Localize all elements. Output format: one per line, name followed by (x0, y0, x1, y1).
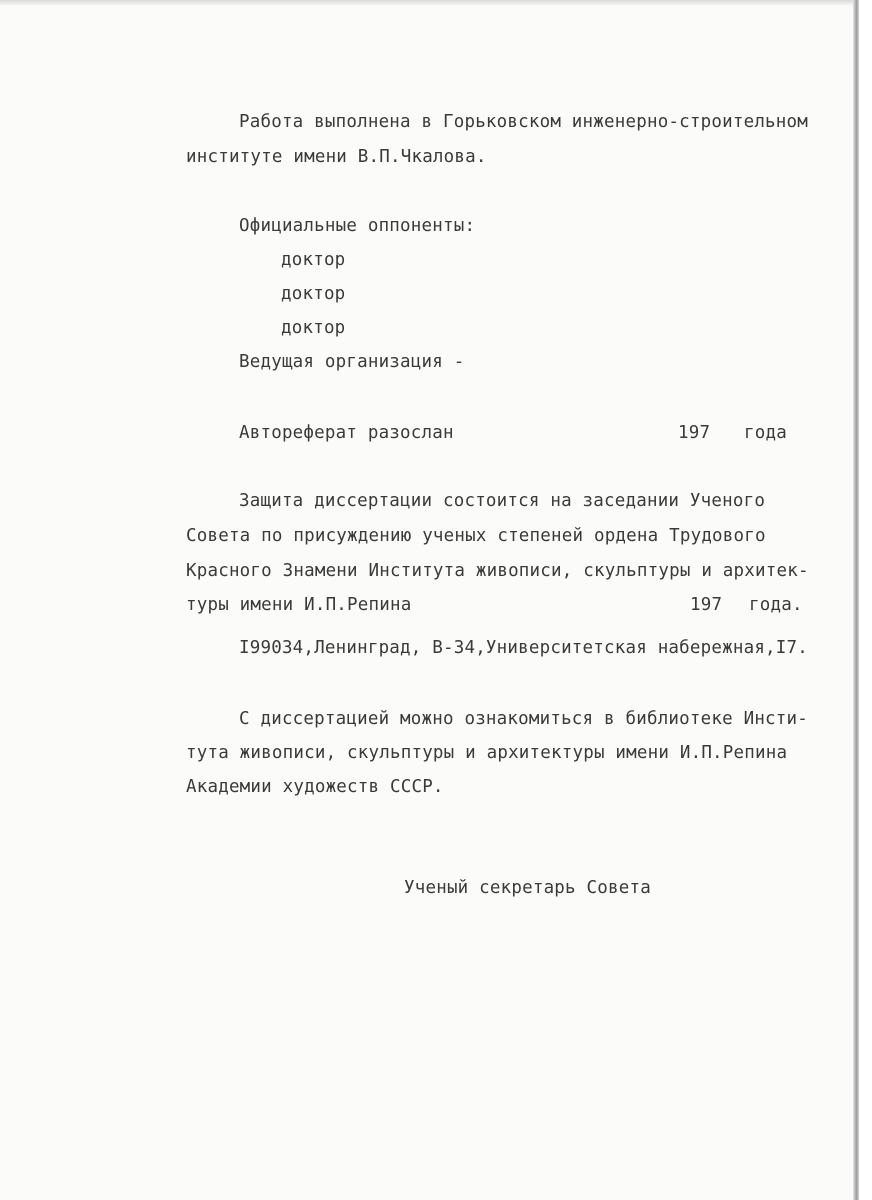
library-line-1: С диссертацией можно ознакомиться в библиотеке Инсти- (239, 709, 809, 729)
opponent-doctor-2: доктор (281, 284, 346, 304)
defense-line-4: туры имени И.П.Репина (186, 595, 412, 615)
autoreferat-year-word: года (744, 423, 787, 443)
autoreferat-label: Автореферат разослан (239, 423, 454, 443)
opponent-doctor-1: доктор (281, 250, 346, 270)
library-line-2: тута живописи, скульптуры и архитектуры имени И.П.Репина (186, 743, 788, 763)
defense-year: 197 (690, 595, 723, 615)
opponent-doctor-3: доктор (281, 318, 346, 338)
library-line-3: Академии художеств СССР. (186, 777, 444, 797)
leading-organization: Ведущая организация - (239, 352, 465, 372)
defense-line-1: Защита диссертации состоится на заседании Ученого (239, 491, 766, 511)
defense-line-3: Красного Знамени Института живописи, скульптуры и архитек- (186, 561, 809, 581)
autoreferat-year: 197 (678, 423, 711, 443)
scan-top-edge (0, 0, 858, 6)
scan-right-edge (853, 0, 859, 1200)
secretary-signature-line: Ученый секретарь Совета (404, 878, 651, 898)
defense-year-word: года. (749, 595, 803, 615)
institution-line-1: Работа выполнена в Горьковском инженерно-строительном (239, 112, 809, 132)
opponents-heading: Официальные оппоненты: (239, 216, 476, 236)
defense-line-2: Совета по присуждению ученых степеней ордена Трудового (186, 526, 766, 546)
institution-line-2: институте имени В.П.Чкалова. (186, 147, 487, 167)
address: I99034,Ленинград, В-34,Университетская набережная,I7. (239, 638, 809, 658)
